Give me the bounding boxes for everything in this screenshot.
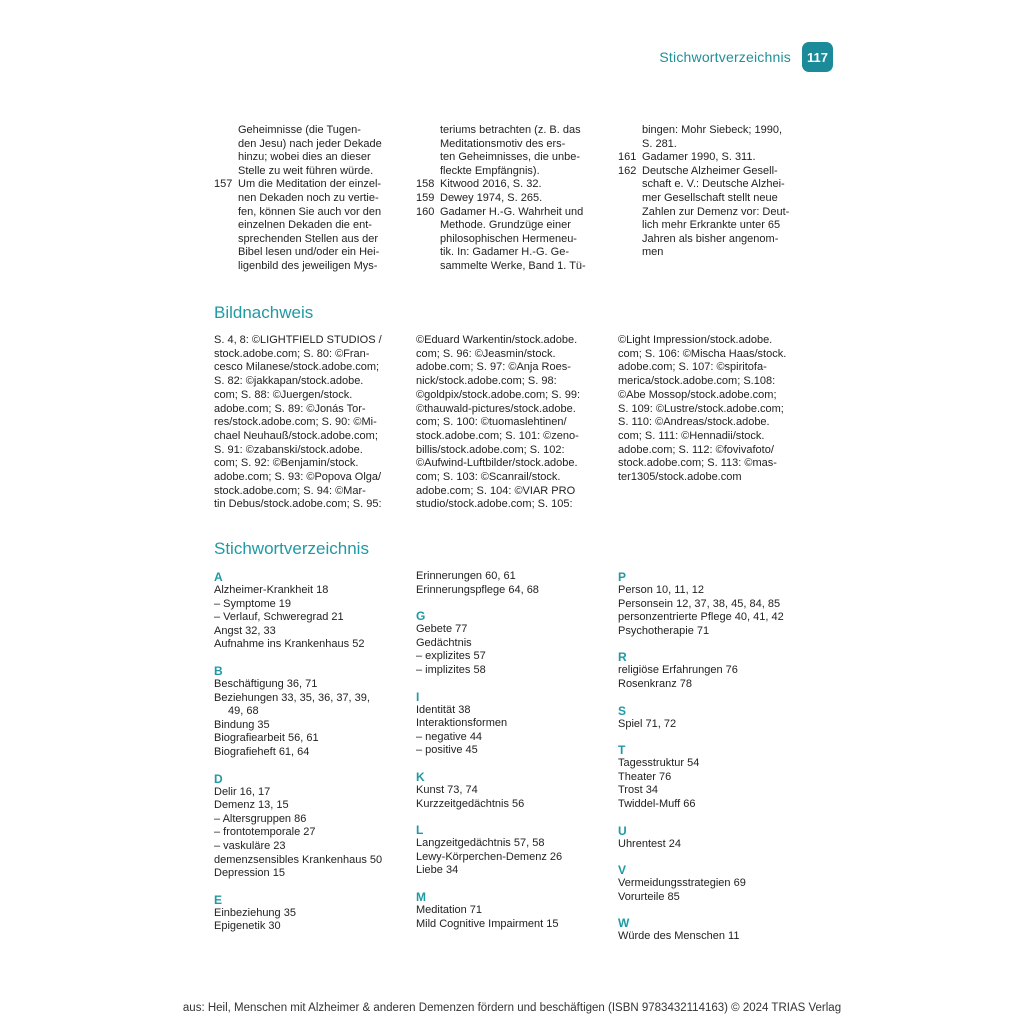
bildnachweis-heading: Bildnachweis xyxy=(214,303,314,322)
credit-line: ©Light Impression/stock.adobe. xyxy=(618,334,773,346)
index-entry: – explizites 57 xyxy=(416,650,486,663)
footnote-number: 162 xyxy=(618,164,637,177)
credit-line: S. 91: ©zabanski/stock.adobe. xyxy=(214,443,363,456)
index-group xyxy=(416,770,606,811)
credit-line: studio/stock.adobe.com; S. 105: xyxy=(416,498,573,511)
index-entry: – Verlauf, Schweregrad 21 xyxy=(214,611,344,624)
index-entry: Kunst 73, 74 xyxy=(416,783,478,796)
footnotes-column-3 xyxy=(618,124,793,260)
index-entry: Tagesstruktur 54 xyxy=(618,757,700,770)
index-group xyxy=(416,823,606,878)
footnote xyxy=(416,178,591,192)
index-group xyxy=(618,743,808,811)
index-group xyxy=(214,772,404,881)
index-entry: Erinnerungspflege 64, 68 xyxy=(416,583,539,596)
index-entry: – vaskuläre 23 xyxy=(214,839,286,852)
index-entry: Liebe 34 xyxy=(416,864,459,877)
footnote-line: nen Dekaden noch zu vertie- xyxy=(238,191,379,204)
footnote-line: fen, können Sie auch vor den xyxy=(238,205,382,218)
credit-line: ©Abe Mossop/stock.adobe.com; xyxy=(618,388,777,401)
credits-column-2 xyxy=(416,334,592,512)
footnote-line: Geheimnisse (die Tugen- xyxy=(238,124,361,136)
index-group xyxy=(416,890,606,931)
index-entry: Beziehungen 33, 35, 36, 37, 39, xyxy=(214,691,370,704)
footnote-number: 157 xyxy=(214,178,233,191)
footnote-line: fleckte Empfängnis). xyxy=(440,164,540,177)
footnote-line: Jahren als bisher angenom- xyxy=(642,232,779,245)
footnote-line: S. 281. xyxy=(642,137,677,150)
credit-line: com; S. 111: ©Hennadii/stock. xyxy=(618,429,765,442)
footnote-line: philosophischen Hermeneu- xyxy=(440,232,577,245)
index-entry: Kurzzeitgedächtnis 56 xyxy=(416,797,525,810)
index-letter: P xyxy=(618,570,627,584)
credit-line: stock.adobe.com; S. 94: ©Mar- xyxy=(214,484,366,497)
index-letter: M xyxy=(416,889,426,904)
credit-line: S. 109: ©Lustre/stock.adobe.com; xyxy=(618,402,784,415)
credit-line: ter1305/stock.adobe.com xyxy=(618,471,742,484)
index-column-2 xyxy=(416,570,606,943)
index-entry: Twiddel-Muff 66 xyxy=(618,797,696,810)
index-group xyxy=(416,570,606,597)
index-entry: Demenz 13, 15 xyxy=(214,799,289,812)
index-entry: Theater 76 xyxy=(618,770,672,783)
page-number-badge: 117 xyxy=(802,42,833,72)
footnote-line: bingen: Mohr Siebeck; 1990, xyxy=(642,124,783,136)
index-group xyxy=(618,863,808,904)
credit-line: adobe.com; S. 107: ©spiritofa- xyxy=(618,361,767,374)
footnote-line: Kitwood 2016, S. 32. xyxy=(440,178,542,191)
index-group xyxy=(618,704,808,732)
index-heading: Stichwortverzeichnis xyxy=(214,539,369,558)
index-entry: Vermeidungsstrategien 69 xyxy=(618,877,746,890)
index-entry: 49, 68 xyxy=(228,705,259,718)
index-letter: S xyxy=(618,703,627,718)
footnote-number: 161 xyxy=(618,151,637,164)
index-entry: Personsein 12, 37, 38, 45, 84, 85 xyxy=(618,597,781,610)
credit-line: billis/stock.adobe.com; S. 102: xyxy=(416,443,565,456)
index-entry: Gebete 77 xyxy=(416,623,468,636)
credit-line: ©thauwald-pictures/stock.adobe. xyxy=(416,402,576,415)
footnotes-column-1 xyxy=(214,124,389,274)
footnote-line: teriums betrachten (z. B. das xyxy=(440,124,581,136)
index-group xyxy=(618,570,808,638)
credit-line: res/stock.adobe.com; S. 90: ©Mi- xyxy=(214,416,377,429)
index-entry: – Symptome 19 xyxy=(214,597,292,610)
footnote-line: mer Gesellschaft stellt neue xyxy=(642,191,778,204)
credit-line: S. 82: ©jakkapan/stock.adobe. xyxy=(214,375,364,388)
footnote-line: einzelnen Dekaden die ent- xyxy=(238,219,372,232)
index-entry: Langzeitgedächtnis 57, 58 xyxy=(416,837,545,850)
footnote-line: sprechenden Stellen aus der xyxy=(238,232,379,245)
footnotes-column-2 xyxy=(416,124,591,274)
footnote xyxy=(618,151,793,165)
index-letter: G xyxy=(416,609,426,624)
footnote xyxy=(214,124,389,178)
index-letter: B xyxy=(214,663,223,678)
index-entry: Bindung 35 xyxy=(214,718,270,731)
index-entry: Einbeziehung 35 xyxy=(214,906,296,919)
index-entry: Mild Cognitive Impairment 15 xyxy=(416,917,559,930)
index-entry: Erinnerungen 60, 61 xyxy=(416,570,516,582)
credit-line: stock.adobe.com; S. 113: ©mas- xyxy=(618,457,777,470)
index-entry: Beschäftigung 36, 71 xyxy=(214,677,318,690)
index-entry: Biografieheft 61, 64 xyxy=(214,745,310,758)
footnote-line: den Jesu) nach jeder Dekade xyxy=(238,137,382,150)
index-letter: U xyxy=(618,823,627,838)
footnote xyxy=(416,124,591,178)
footnote-line: Um die Meditation der einzel- xyxy=(238,178,382,191)
index-entry: Aufnahme ins Krankenhaus 52 xyxy=(214,638,365,651)
credit-line: adobe.com; S. 93: ©Popova Olga/ xyxy=(214,471,382,484)
credit-line: S. 4, 8: ©LIGHTFIELD STUDIOS / xyxy=(214,334,382,346)
footnote-line: schaft e. V.: Deutsche Alzhei- xyxy=(642,178,785,191)
credit-line: chael Neuhauß/stock.adobe.com; xyxy=(214,429,378,442)
index-group xyxy=(214,893,404,934)
footnote-line: Dewey 1974, S. 265. xyxy=(440,191,543,204)
credit-line: S. 110: ©Andreas/stock.adobe. xyxy=(618,416,770,429)
index-entry: Rosenkranz 78 xyxy=(618,677,692,690)
index-letter: V xyxy=(618,863,627,878)
index-entry: religiöse Erfahrungen 76 xyxy=(618,664,738,677)
index-entry: – Altersgruppen 86 xyxy=(214,812,307,825)
index-letter: L xyxy=(416,823,424,838)
page-footer xyxy=(0,1002,1024,1014)
footnote xyxy=(416,192,591,206)
index-entry: Alzheimer-Krankheit 18 xyxy=(214,584,329,596)
credit-line: com; S. 96: ©Jeasmin/stock. xyxy=(416,347,556,360)
index-entry: – implizites 58 xyxy=(416,663,486,676)
footnote xyxy=(618,165,793,260)
index-entry: Angst 32, 33 xyxy=(214,624,276,637)
footnote-line: men xyxy=(642,246,664,259)
credit-line: stock.adobe.com; S. 80: ©Fran- xyxy=(214,347,370,360)
credit-line: adobe.com; S. 112: ©fovivafoto/ xyxy=(618,443,774,456)
credit-line: adobe.com; S. 97: ©Anja Roes- xyxy=(416,361,571,374)
footnote xyxy=(214,178,389,273)
credit-line: stock.adobe.com; S. 101: ©zeno- xyxy=(416,429,579,442)
credit-line: com; S. 103: ©Scanrail/stock. xyxy=(416,471,561,484)
footnote-line: lich mehr Erkrankte unter 65 xyxy=(642,219,781,232)
credit-line: cesco Milanese/stock.adobe.com; xyxy=(214,361,380,374)
index-entry: – frontotemporale 27 xyxy=(214,826,316,839)
index-letter: K xyxy=(416,769,425,784)
index-letter: T xyxy=(618,743,626,758)
index-group xyxy=(416,690,606,758)
index-column-1 xyxy=(214,570,404,946)
credit-line: tin Debus/stock.adobe.com; S. 95: xyxy=(214,498,382,511)
credit-line: nick/stock.adobe.com; S. 98: xyxy=(416,375,557,388)
footnote xyxy=(618,124,793,151)
index-group xyxy=(214,570,404,652)
credit-line: ©Aufwind-Luftbilder/stock.adobe. xyxy=(416,457,578,470)
index-entry: personzentrierte Pflege 40, 41, 42 xyxy=(618,611,784,624)
index-letter: A xyxy=(214,570,223,584)
index-entry: Delir 16, 17 xyxy=(214,785,271,798)
credit-line: com; S. 100: ©tuomaslehtinen/ xyxy=(416,416,567,429)
index-letter: D xyxy=(214,771,223,786)
index-group xyxy=(618,650,808,691)
index-entry: Spiel 71, 72 xyxy=(618,717,677,730)
footnote-line: Gadamer 1990, S. 311. xyxy=(642,151,756,164)
index-entry: Meditation 71 xyxy=(416,903,483,916)
index-letter: I xyxy=(416,689,420,704)
footnote-number: 160 xyxy=(416,205,435,218)
index-group xyxy=(416,609,606,677)
credit-line: adobe.com; S. 89: ©Jonás Tor- xyxy=(214,402,366,415)
index-group xyxy=(618,916,808,944)
footnote-line: sammelte Werke, Band 1. Tü- xyxy=(440,259,586,272)
index-entry: Trost 34 xyxy=(618,784,658,797)
credit-line: merica/stock.adobe.com; S.108: xyxy=(618,375,776,388)
index-entry: Biografiearbeit 56, 61 xyxy=(214,732,319,745)
credit-line: com; S. 92: ©Benjamin/stock. xyxy=(214,457,359,470)
index-entry: Person 10, 11, 12 xyxy=(618,584,705,596)
credit-line: com; S. 88: ©Juergen/stock. xyxy=(214,388,353,401)
index-group xyxy=(618,824,808,852)
index-entry: demenzsensibles Krankenhaus 50 xyxy=(214,853,383,866)
index-letter: E xyxy=(214,892,223,907)
index-entry: Lewy-Körperchen-Demenz 26 xyxy=(416,850,563,863)
index-entry: Uhrentest 24 xyxy=(618,837,681,850)
footnote-number: 159 xyxy=(416,191,435,204)
index-entry: Würde des Menschen 11 xyxy=(618,930,740,943)
footnote-line: tik. In: Gadamer H.-G. Ge- xyxy=(440,246,569,259)
running-header-title: Stichwortverzeichnis xyxy=(659,49,791,65)
index-entry: – positive 45 xyxy=(416,744,478,757)
index-entry: Psychotherapie 71 xyxy=(618,624,710,637)
index-letter: R xyxy=(618,650,627,665)
credits-column-3 xyxy=(618,334,794,485)
footnote-line: Methode. Grundzüge einer xyxy=(440,219,571,232)
footnote-line: Bibel lesen und/oder ein Hei- xyxy=(238,246,380,259)
index-entry: Depression 15 xyxy=(214,867,285,880)
index-entry: Gedächtnis xyxy=(416,636,472,649)
footnote-number: 158 xyxy=(416,178,435,191)
index-entry: Epigenetik 30 xyxy=(214,920,281,933)
credit-line: com; S. 106: ©Mischa Haas/stock. xyxy=(618,347,787,360)
credit-line: adobe.com; S. 104: ©VIAR PRO xyxy=(416,484,576,497)
footnote-line: ligenbild des jeweiligen Mys- xyxy=(238,259,378,272)
footnote-line: Gadamer H.-G. Wahrheit und xyxy=(440,205,584,218)
index-letter: W xyxy=(618,916,630,931)
index-entry: Identität 38 xyxy=(416,703,471,716)
index-entry: Interaktionsformen xyxy=(416,717,508,730)
index-entry: – negative 44 xyxy=(416,730,483,743)
credits-column-1 xyxy=(214,334,390,512)
footnote-line: Meditationsmotiv des ers- xyxy=(440,137,566,150)
footer-citation: aus: Heil, Menschen mit Alzheimer & anderen Demenzen fördern und beschäftigen (ISBN 9783432114163) © 2024 TRIAS Verlag xyxy=(182,1002,842,1014)
footnote-line: hinzu; wobei dies an dieser xyxy=(238,151,371,164)
credit-line: ©goldpix/stock.adobe.com; S. 99: xyxy=(416,388,581,401)
index-column-3 xyxy=(618,570,808,956)
footnote-line: ten Geheimnisses, die unbe- xyxy=(440,151,581,164)
credit-line: ©Eduard Warkentin/stock.adobe. xyxy=(416,334,578,346)
footnote-line: Deutsche Alzheimer Gesell- xyxy=(642,164,778,177)
index-entry: Vorurteile 85 xyxy=(618,890,680,903)
index-group xyxy=(214,664,404,760)
footnote-line: Stelle zu weit führen würde. xyxy=(238,164,374,177)
footnote xyxy=(416,206,591,274)
footnote-line: Zahlen zur Demenz vor: Deut- xyxy=(642,205,790,218)
